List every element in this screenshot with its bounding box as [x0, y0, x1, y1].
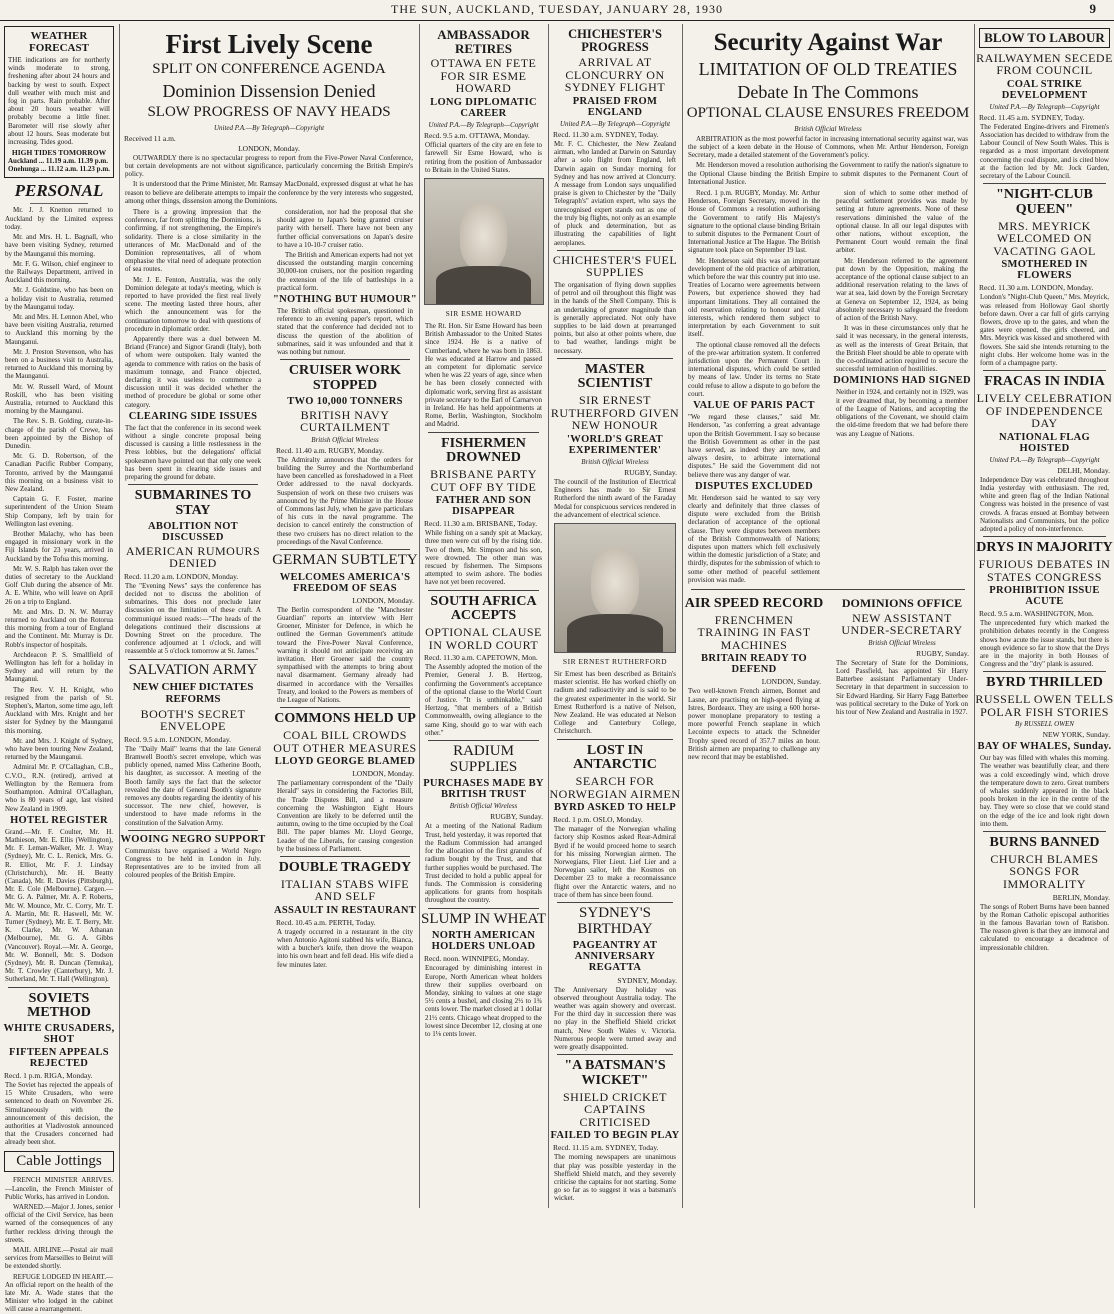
personal-heading: PERSONAL — [14, 180, 104, 200]
divider — [983, 183, 1106, 184]
divider — [428, 590, 539, 591]
personal-paragraph: Mr. and Mrs. H. Lennon Abel, who have been visiting Australia, returned to Auckland this morning by the Maunganui. — [5, 312, 113, 346]
double-heading: DOUBLE TRAGEDY — [278, 859, 412, 875]
master-byline: British Official Wireless — [581, 457, 649, 466]
burns-deck1: CHURCH BLAMES SONGS FOR IMMORALITY — [990, 851, 1099, 891]
soviets-heading: SOVIETS METHOD — [27, 990, 91, 1021]
submarines-text: The "Evening News" says the conference has decided not to discuss the abolition of submarines. This does not preclude later discussion on the limitation of these craft. A communiqué issued reads:—"The heads of the delegations continued their discussions at Downing Street on the procedure. The conference adjourned at 1 o'clock, and will reassemble at 5 o'clock tomorrow at St. James." — [125, 581, 261, 656]
ambassador-dateline: Recd. 9.5 a.m. OTTAWA, Monday. — [424, 131, 530, 141]
fishermen-deck2: FATHER AND SON DISAPPEAR — [435, 495, 532, 518]
security-lead — [688, 135, 968, 186]
portrait-coat — [436, 266, 530, 304]
divider — [557, 250, 673, 251]
ambassador-deck2: LONG DIPLOMATIC CAREER — [430, 97, 537, 120]
personal-paragraph: Mr. J. Goldstine, who has been on a holiday visit to Australia, returned by the Maunganui today. — [5, 286, 113, 311]
security-right — [831, 188, 973, 586]
chichester-text: Mr. F. C. Chichester, the New Zealand airman, who landed at Darwin on Saturday after a solo flight from England, left Darwin again on Sunday morning for Sydney and has now arrived at Cloncurry. A message from London says unqualified praise is given to Chichester by the "Daily Telegraph's" aviation expert, who says the unrecognised expert stands out as one of the truly big flights, not only as an example of pluck and determination, but as illustrating the capabilities of light aeroplanes. — [554, 140, 676, 247]
slump-headline: SLUMP IN WHEAT — [420, 910, 546, 927]
ambassador-text: Official quarters of the city are en fete to farewell Sir Esme Howard, who is retiring from the position of Ambassador to Britain in the United States. — [425, 141, 542, 174]
fuel-heading: CHICHESTER'S FUEL SUPPLIES — [552, 252, 678, 280]
master-headline: MASTER SCIENTIST — [577, 361, 653, 392]
dominions-signed-text: Neither in 1924, and certainly not in 1929, was it ever dreamed that, by becoming a member of the League of Nations, and accepting the obligations of the Covenant, we should claim the old-time freedom that we had before there was any League of Nations. — [836, 388, 968, 438]
lost-dateline: Recd. 1 p.m. OSLO, Monday. — [553, 815, 643, 825]
salvation-dateline: Recd. 9.5 a.m. LONDON, Monday. — [124, 734, 231, 744]
personal-paragraph: Mr. and Mrs. D. N. W. Murray returned to Auckland on the Rotorua this morning from a tour of England and the Continent. Mr. Murray is Dr. Robb's inspector of hospitals. — [5, 607, 113, 649]
first-scene-right — [272, 207, 418, 971]
value-text: "We regard these clauses," said Mr. Henderson, "as conferring a great advantage upon the British Government. I say so because the British Government as other in the past have served, as indeed they are now, and always desire, to arbitrate international disputes." He said the Government did not believe there was any danger of war. — [688, 413, 820, 479]
dominions-office-text: The Secretary of State for the Dominions, Lord Passfield, has appointed Sir Harry Batterbee assistant Parliamentary Under-Secretary in that department in succession to Sir Edward Harding. Sir Harry Fagg Batterbee was political secretary to the Duke of York on his tour of New Zealand and Australia in 1927. — [836, 658, 968, 716]
security-paragraph: ARBITRATION as the most powerful factor in increasing international security against war, was the subject of a keen debate in the House of Commons, when Mr. Arthur Henderson, Foreign Secretary, made a detailed statement of the Government's policy. — [688, 134, 968, 160]
security-paragraph: It was in these circumstances only that he said it was necessary, in the general interests, as well as the interests of Great Britain, that the British Fleet should be able to operate with the co-ordinated action required to secure the successful termination of hostilities. — [836, 324, 968, 374]
ambassador-byline: United P.A.—By Telegraph—Copyright — [428, 121, 539, 130]
fracas-byline: United P.A.—By Telegraph—Copyright — [989, 455, 1100, 464]
divider — [128, 484, 258, 485]
burns-text: The songs of Robert Burns have been banned by the Roman Catholic episcopal authorities in the famous Bavarian town of Ratisbon. The reason given is that they are immoral and calculated to encourage a decadence of impressionable children. — [980, 902, 1109, 952]
cable-paragraph: REFUGE LODGED IN HEART.—An official report on the health of the late Mr. A. Wade states that the Minister who lodged in the cabinet will cause a rearrangement. — [5, 1272, 113, 1314]
dominions-office-byline: British Official Wireless — [868, 638, 936, 647]
byrd-byline: By RUSSELL OWEN — [1015, 720, 1074, 729]
submarines-dateline: Recd. 11.20 a.m. LONDON, Monday. — [124, 571, 239, 581]
batsman-text: The morning newspapers are unanimous that play was possible yesterday in the Sheffield Shield match, and they severely criticise the captains for not starting. Some go so far as to suggest it was a batsman's wicket. — [554, 1153, 676, 1203]
portrait-coat — [567, 614, 663, 652]
divider — [983, 671, 1106, 672]
lost-deck1: SEARCH FOR NORWEGIAN AIRMEN — [549, 773, 681, 801]
lloyd-heading: LLOYD GEORGE BLAMED — [274, 756, 416, 768]
welcomes-heading: WELCOMES AMERICA'S FREEDOM OF SEAS — [279, 571, 411, 594]
column-6 — [975, 24, 1114, 1208]
burns-headline: BURNS BANNED — [989, 835, 1100, 851]
chichester-deck2: PRAISED FROM ENGLAND — [572, 96, 658, 119]
dominions-office-dateline: RUGBY, Sunday. — [916, 648, 969, 658]
american-heading: AMERICAN RUMOURS DENIED — [125, 543, 261, 571]
masthead-title: THE SUN, AUCKLAND, TUESDAY, JANUARY 28, 1930 — [390, 2, 724, 16]
assault-heading: ASSAULT IN RESTAURANT — [273, 904, 417, 916]
nightclub-headline: "NIGHT-CLUB QUEEN" — [996, 187, 1093, 217]
lower-right-columns — [683, 593, 973, 763]
esme-howard-photo — [424, 178, 544, 305]
first-scene-left — [120, 207, 266, 971]
fracas-headline: FRACAS IN INDIA — [984, 374, 1105, 390]
dominions-signed-heading: DOMINIONS HAD SIGNED — [833, 375, 971, 387]
tides-auckland: Auckland ... 11.19 a.m. 11.39 p.m. — [8, 157, 108, 166]
rutherford-photo — [554, 523, 676, 653]
nightclub-dateline: Recd. 11.30 a.m. LONDON, Monday. — [979, 283, 1094, 293]
weather-heading: WEATHER FORECAST — [29, 30, 89, 54]
personal-paragraph: Archdeacon P. S. Smallfield of Wellington has left for a holiday in Sydney and will return by the Maunganui. — [5, 650, 113, 684]
security-paragraph: Mr. Henderson referred to the agreement put down by the Opposition, making the acceptance of the optional clause subject to an additional reservation relating to the laws of war at sea, laid down by the Foreign Secretary at Geneva on September 12, 1924, as being absolutely necessary to safeguard the freedom of action of the British Navy. — [836, 256, 968, 323]
cable-heading: Cable Jottings — [4, 1151, 114, 1173]
first-scene-paragraph: The British and American experts had not yet discussed the outstanding margin concerning 30,000-ton cruisers, nor the position regarding the extension of the life of battleships in a practical form. — [277, 250, 413, 292]
radium-text: At a meeting of the National Radium Trust, held yesterday, it was reported that the Radium Commission had arranged for the allocation of the first granules of radium bought by the Trust, and that further supplies would be purchased. The Trust decided to hold a public appeal for funds. The Commission is considering applications for grants from hospitals throughout the country. — [425, 822, 542, 905]
cable-paragraph: WARNED.—Major J. Jones, senior official of the Civil Service, has been warned of the consequences of any further reckless driving through the streets. — [5, 1203, 113, 1244]
abolition-heading: ABOLITION NOT DISCUSSED — [148, 520, 238, 543]
divider — [428, 432, 539, 433]
salvation-text: The "Daily Mail" learns that the late General Bramwell Booth's secret envelope, which was publicly opened, named Miss Catherine Booth, his daughter, as successor. A meeting of the Booth family says the fact that the selector revealed the date of General Booth's signature removes any doubts regarding the identity of his successor. The new chief, however, is understood to have made reforms in the constitution of the Salvation Army. — [125, 744, 261, 827]
nightclub-text: London's "Night-Club Queen," Mrs. Meyrick, was released from Holloway Gaol shortly before dawn. Over a car full of girls carrying flowers, drove up to the gates, and when the gates were opened, the girls cheered, and Mrs. Meyrick was kissed and smothered with flowers. She said she intends returning to the night clubs. Her welcome home was in the form of a champagne party. — [980, 293, 1109, 368]
personal-paragraph: Mr. W. Russell Ward, of Mount Roskill, who has been visiting Australia, returned to Auckland this morning by the Maunganui. — [5, 382, 113, 416]
byrd-dateline: NEW YORK, Sunday. — [1042, 730, 1110, 740]
cruiser-text: The Admiralty announces that the orders for building the Surrey and the Northumberland have been cancelled as foreshadowed in a Fleet Order addressed to the naval dockyards. Suspension of work on these two cruisers was announced by the Prime Minister in the House of Commons last July, when he gave particulars of his cuts in the naval programme. The decision to cancel entirely the construction of these two cruisers has no direct relation to the proceedings of the Naval Conference. — [277, 455, 413, 546]
lost-text: The manager of the Norwegian whaling factory ship Kosmos asked Rear-Admiral Byrd if he would proceed home to search for his missing Norwegian airmen. The Norwegians, Flier Lieut. Lief Lier and a Norwegian sailor, left the Kosmos on December 23 to make a reconnaissance flight over the Antarctic waters, and no trace of them has since been found. — [554, 825, 676, 899]
ambassador-photo-text: The Rt. Hon. Sir Esme Howard has been British Ambassador to the United States since 1924. He is a native of Cumberland, where he was born in 1863. He was educated at Harrow and passed an competent for diplomatic service when he was 22 years of age, since when he has been closely connected with diplomatic work, serving first as assistant private secretary to the Earl of Carnarvon in Ireland. He has held appointments at Rome, Berlin, Washington, Stockholm and Madrid. — [425, 321, 542, 429]
personal-paragraph: Mr. F. G. Wilson, chief engineer to the Railways Department, arrived in Auckland this morning. — [5, 259, 113, 285]
first-scene-paragraph: OUTWARDLY there is no spectacular progress to report from the Five-Power Naval Conference, but certain developments are not without significance, particularly concerning the British Empire's policy. — [125, 153, 413, 179]
security-paragraph: Mr. Henderson said this was an important development of the old practice of arbitration, which before the war this country put into use. Treaties of Locarno were agreements between Powers, but experience showed they had important limitations. They all contained the old reservation relating to honour and vital interests, which rendered them subject to interpretation by each Government to suit itself. — [688, 256, 820, 339]
wooing-text: Communists have organised a World Negro Congress to be held in London in July. Representatives are to be invited from all coloured peoples of the British Empire. — [125, 846, 261, 880]
cable-paragraph: MAIL AIRLINE.—Postal air mail services from Marseilles to Beirut will be extended shortly. — [5, 1246, 113, 1271]
first-scene-headline: First Lively Scene — [165, 29, 373, 59]
security-paragraph: The optional clause removed all the defects of the pre-war arbitration system. It conferred jurisdiction upon the Permanent Court in international disputes, which could be settled by means of law. Under its terms no State could refuse to allow a dispute to go before the court. — [688, 340, 820, 398]
personal-paragraph: Brother Malachy, who has been engaged in missionary work in the Fiji Islands for 23 years, arrived in Auckland by the Tofua this morning. — [5, 530, 113, 563]
double-dateline: Recd. 10.45 a.m. PERTH, Today. — [276, 917, 376, 927]
personal-paragraph: The Rev. V. H. Knight, who resigned from the parish of St. Stephen's, Marton, some time ago, left Auckland with Mrs. Knight and her sister for Sydney by the Maunganui this morning. — [5, 685, 113, 735]
fishermen-text: While fishing on a sandy spit at Mackay, three men were cut off by the rising tide. Two of them, Mr. Simpson and his son, were drowned. The other man was rescued by fishermen. The Simpsons attempted to swim ashore. The bodies have not yet been recovered. — [425, 529, 542, 587]
blow-headline: BLOW TO LABOUR — [979, 28, 1110, 48]
portrait-face — [591, 547, 639, 617]
air-speed-headline: AIR SPEED RECORD — [684, 595, 824, 611]
security-left-body — [688, 189, 820, 398]
fracas-deck1: LIVELY CELEBRATION OF INDEPENDENCE DAY — [976, 390, 1113, 431]
ambassador-headline: AMBASSADOR RETIRES — [437, 27, 530, 56]
master-photo-text: Sir Ernest has been described as Britain's master scientist. He has worked chiefly on radium and radioactivity and is said to be the greatest experimenter in the world. Sir Ernest Rutherford is a native of Nelson, New Zealand. He was educated at Nelson College and Canterbury College, Christchurch. — [554, 669, 676, 736]
blow-dateline: Recd. 11.45 a.m. SYDNEY, Today. — [979, 112, 1085, 122]
chichester-dateline: Recd. 11.30 a.m. SYDNEY, Today. — [553, 130, 659, 140]
slump-text: Encouraged by diminishing interest in Europe, North American wheat holders threw their supplies overboard on Monday, sinking to values at one stage 5½ cents a bushel, and closing 2½ to 1¾ cents lower. The market closed at 1 dollar 21½ cents. Chicago wheat dropped to the lowest since December 12, closing at one to 1⅛ cents lower. — [425, 964, 542, 1038]
personal-paragraph: Admiral Mr. P. O'Callaghan, C.B., C.V.O., R.N. (retired), arrived at Wellington by the Remuera from Southampton. Admiral O'Callaghan, who is 80 years of age, last visited New Zealand in 1909. — [5, 763, 113, 813]
german-dateline: LONDON, Monday. — [352, 595, 414, 605]
column-3 — [420, 24, 547, 1208]
first-scene-deck2: Dominion Dissension Denied — [162, 81, 376, 102]
fishermen-deck1: BRISBANE PARTY CUT OFF BY TIDE — [430, 466, 537, 494]
coalbill-heading: COAL BILL CROWDS OUT OTHER MEASURES — [273, 727, 417, 755]
divider — [128, 659, 258, 660]
double-text: A tragedy occurred in a restaurant in the city when Antonio Agitoni stabbed his wife, Bianca, with a butcher's knife, then drove the weapon into his own heart and fell dead. His wife died a few minutes later. — [277, 927, 413, 969]
masthead — [0, 0, 1114, 21]
south-africa-headline: SOUTH AFRICA ACCEPTS — [430, 593, 537, 624]
german-heading: GERMAN SUBTLETY — [272, 552, 418, 569]
ambassador-caption: SIR ESME HOWARD — [445, 308, 522, 318]
chichester-byline: United P.A.—By Telegraph—Copyright — [559, 120, 671, 129]
first-scene-deck1: SPLIT ON CONFERENCE AGENDA — [152, 61, 386, 78]
ambassador-deck1: OTTAWA EN FETE FOR SIR ESME HOWARD — [430, 56, 537, 96]
soviets-sub1: WHITE CRUSADERS, SHOT — [3, 1022, 115, 1045]
dominions-office-headline: DOMINIONS OFFICE — [841, 595, 963, 610]
cruiser-byline: British Official Wireless — [311, 435, 379, 444]
first-scene-paragraph: Mr. J. E. Fenton, Australia, was the only Dominion delegate at today's meeting, which is reported to have provided the first real lively scene. The meeting lasted three hours, after which the announcement was for the continuation tomorrow to deal with questions of procedure in diplomatic order. — [125, 275, 261, 333]
security-headline: Security Against War — [713, 29, 943, 56]
personal-paragraph: Mr. G. D. Robertson, of the Canadian Pacific Rubber Company, Toronto, arrived by the Maunganui this morning on a business visit to New Zealand. — [5, 452, 113, 493]
air-speed-dateline: LONDON, Sunday. — [761, 677, 821, 687]
hotel-text: Grand.—Mr. F. Coulter, Mr. H. Mathieson, Mr. E. Ellis (Wellington), Mr. F. Leman-Walker, Mr. J. Wray (Sydney), Mr. C. L. Renick, Mrs. G. R. Elliot, Mr. F. J. Lindsay (Christchurch), Mr. H. Beatty (Canada), Mr. R. Davies (Pittsburgh), Mr. E. Cole (Melbourne). Cargen.—Mr. G. A. Palmer, Mr. A. P. Roberts, Mr. W. Mounce, Mr. C. Corry, Mr. T. A. Martin, Mr. R. Haswell, Mr. W. Turner (Sydney), Mr. E. T. Berry, Mr. K. Clarke, Mr. W. Athanan (Melbourne), Mr. G. A. Gibbs (Vancouver). Royal.—Mr. A. George, Mr. W. Bonnell, Mr. S. Dodson (Sydney), Mr. R. Duncan (Temuka), Mr. T. Crowley (Canterbury), Mr. J. Sutherland, Mr. T. Hall (Wellington). — [5, 827, 113, 984]
drys-headline: DRYS IN MAJORITY — [976, 540, 1113, 556]
divider — [30, 203, 88, 204]
weather-text: THE indications are for northerly winds moderate to strong, freshening after about 24 hours and backing by west to south. Expect dull weather with much mist and fog in parts. Rain probable. After about 20 hours weather will probably become a little finer. Barometer will rise slowly after about 12 hours. Seas moderate but increasing. Tides good. — [8, 56, 110, 147]
divider — [428, 740, 539, 741]
first-scene-left-body — [125, 208, 261, 409]
italian-heading: ITALIAN STABS WIFE AND SELF — [280, 876, 410, 904]
drys-text: The unprecedented fury which marked the prohibition debates recently in the Congress shows how acute the issue stands, but there is enough evidence so far to show that the Drys are in the majority in both Houses of Congress and the "dry" plank is assured. — [980, 619, 1109, 669]
twoten-heading: TWO 10,000 TONNERS — [287, 395, 403, 407]
soviets-text: The Soviet has rejected the appeals of 15 White Crusaders, who were sentenced to death on November 26. Simultaneously with the announcement of this decision, the authorities at Vladivostok announced that the Crusaders concerned had already been shot. — [5, 1081, 113, 1147]
weather-forecast — [4, 26, 114, 178]
excluded-heading: DISPUTES EXCLUDED — [694, 480, 813, 492]
sydney-bday-deck1: PAGEANTRY AT ANNIVERSARY REGATTA — [572, 940, 658, 974]
slump-dateline: Recd. noon. WINNIPEG, Monday. — [424, 954, 529, 964]
divider — [128, 830, 258, 831]
security-paragraph: Mr. Henderson moved a resolution authorising the Government to ratify the nation's signature to the Optional Clause binding the British Empire to submit disputes to the Permanent Court of International Justice. — [688, 161, 968, 186]
drys-dateline: Recd. 9.5 a.m. WASHINGTON, Mon. — [979, 609, 1094, 619]
salvation-heading: SALVATION ARMY — [128, 661, 258, 678]
column-5 — [683, 24, 973, 1208]
divider — [691, 589, 965, 590]
hotel-heading: HOTEL REGISTER — [10, 814, 108, 826]
personal-body — [5, 206, 113, 812]
fracas-deck2: NATIONAL FLAG HOISTED — [999, 431, 1090, 454]
divider — [557, 902, 673, 903]
divider — [280, 856, 410, 857]
clearing-heading: CLEARING SIDE ISSUES — [128, 410, 258, 422]
column-4 — [549, 24, 681, 1208]
security-columns — [683, 188, 973, 586]
personal-paragraph: Mr. and Mrs. H. L. Bagnall, who have been visiting Sydney, returned by the Maunganui this morning. — [5, 233, 113, 258]
blow-deck2: COAL STRIKE DEVELOPMENT — [1001, 78, 1088, 101]
divider — [983, 831, 1106, 832]
fracas-text: Independence Day was celebrated throughout India yesterday with enthusiasm. The red, white and green flag of the Indian National Congress was hoisted in the presence of vast crowds. A fracas ensued at Bombay between Nationalists and Communists, but the police adopted a policy of non-interference. — [980, 475, 1109, 534]
german-text: The Berlin correspondent of the "Manchester Guardian" reports an interview with Herr Groener, Minister for Defence, in which he outlined the German Government's attitude toward the Five-Power Naval Conference, warning it should not anticipate receiving an invitation. Herr Groener said the country sympathised with the attempts to bring about naval disarmament. Germany already had disarmed in accordance with the Versailles Treaty, and looked to the Powers as members of the League of Nations. — [277, 605, 413, 705]
submarines-heading: SUBMARINES TO STAY — [134, 488, 252, 518]
divider — [557, 739, 673, 740]
master-caption: SIR ERNEST RUTHERFORD — [562, 656, 668, 666]
commons-text: The parliamentary correspondent of the "Daily Herald" says in considering the Factories Bill, the Trade Disputes Bill, and a measure concerning the Washington Eight Hours Convention are likely to be deferred until the autumn, owing to the time occupied by the Coal Bill. The paper blames Mr. Lloyd George, Leader of the Liberals, for causing congestion by the business of Parliament. — [277, 779, 413, 853]
byrd-headline: BYRD THRILLED — [986, 675, 1103, 691]
divider — [280, 359, 410, 360]
air-speed-deck2: BRITAIN READY TO DEFEND — [701, 653, 807, 676]
blow-text: The Federated Engine-drivers and Firemen's Association has decided to withdraw from the Labour Council of New South Wales. This is regarded as a most important development concerning the coal dispute, and is cited blow at the faction led by Mr. Jock Garden, secretary of the Labour Council. — [980, 122, 1109, 181]
sydney-bday-dateline: SYDNEY, Monday. — [617, 975, 677, 985]
cruiser-dateline: Recd. 11.40 a.m. RUGBY, Monday. — [276, 445, 384, 455]
newchief-heading: NEW CHIEF DICTATES REFORMS — [132, 681, 254, 705]
cruiser-heading: CRUISER WORK STOPPED — [288, 363, 402, 393]
fishermen-headline: FISHERMEN DROWNED — [441, 435, 526, 466]
batsman-dateline: Recd. 11.15 a.m. SYDNEY, Today. — [553, 1143, 659, 1153]
personal-paragraph: Mr. J. Preston Stevenson, who has been on a business visit to Australia, returned to Auckland this morning by the Maunganui. — [5, 347, 113, 381]
soviets-dateline: Recd. 1 p.m. RIGA, Monday. — [4, 1071, 93, 1081]
master-deck2: 'WORLD'S GREAT EXPERIMENTER' — [567, 433, 663, 456]
value-heading: VALUE OF PARIS PACT — [693, 400, 815, 412]
first-scene-received: Received 11 a.m. — [124, 133, 176, 143]
first-scene-paragraph: It is understood that the Prime Minister, Mr. Ramsay MacDonald, expressed disgust at what he has reason to believe are deliberate attempts to impair the conference by the very interests who suggested, among other things, dissension among the Dominions. — [125, 180, 413, 205]
first-scene-byline: United P.A.—By Telegraph—Copyright — [213, 123, 325, 132]
lost-deck2: BYRD ASKED TO HELP — [553, 802, 676, 814]
page-number: 9 — [1089, 1, 1096, 16]
divider — [983, 536, 1106, 537]
radium-deck1: PURCHASES MADE BY BRITISH TRUST — [423, 778, 544, 801]
batsman-deck1: SHIELD CRICKET CAPTAINS CRITICISED — [563, 1089, 667, 1129]
divider — [280, 707, 410, 708]
security-paragraph: Recd. 1 p.m. RUGBY, Monday. Mr. Arthur Henderson, Foreign Secretary, moved in the House of Commons a resolution authorising the Government to ratify His Majesty's signature to the optional clause binding Britain to submit disputes to the Permanent Court of International Justice at The Hague. The British signature took place on September 19 last. — [688, 189, 820, 255]
security-byline: British Official Wireless — [794, 124, 862, 133]
south-africa-text: The Assembly adopted the motion of the Premier, General J. B. Hertzog, confirming the Government's acceptance of the optional clause to the World Court of Justice. "It is unthinkable," said Hertzog, "that members of a British Commonwealth, owing allegiance to the same King, should go to war with each other." — [425, 663, 542, 737]
personal-paragraph: Mr. and Mrs. J. Knight of Sydney, who have been touring New Zealand, returned by the Maunganui. — [5, 736, 113, 762]
tides-heading: HIGH TIDES TOMORROW — [11, 148, 107, 158]
first-scene-dateline: LONDON, Monday. — [238, 143, 300, 153]
soviets-sub2: FIFTEEN APPEALS REJECTED — [9, 1046, 109, 1069]
first-scene-paragraph: There is a growing impression that the conference, far from splitting the Dominions, is confirming, if not strengthening, the Empire's solidarity. There is a close similarity in the utterances of Mr. MacDonald and of the Dominion representatives, all of whom emphasise the vital need of adequate protection of sea routes. — [125, 207, 261, 274]
booth-heading: BOOTH'S SECRET ENVELOPE — [140, 706, 246, 734]
blow-deck1: RAILWAYMEN SECEDE FROM COUNCIL — [976, 50, 1113, 78]
master-dateline: RUGBY, Sunday. — [624, 467, 677, 477]
first-scene-right-body — [277, 208, 413, 292]
nightclub-deck2: SMOTHERED IN FLOWERS — [1001, 259, 1088, 282]
byrd-bay: BAY OF WHALES, Sunday. — [977, 741, 1112, 753]
security-right-body — [836, 189, 968, 373]
drys-deck2: PROHIBITION ISSUE ACUTE — [989, 585, 1100, 608]
master-deck1: SIR ERNEST RUTHERFORD GIVEN NEW HONOUR — [550, 393, 680, 433]
lost-headline: LOST IN ANTARCTIC — [573, 742, 657, 773]
batsman-headline: "A BATSMAN'S WICKET" — [564, 1058, 666, 1088]
nothing-text: The British official spokesman, questioned in reference to an evening paper's report, which stated that the conference had decided not to discuss the question of the abolition of submarines, said it was unfounded and that it was nothing but rumour. — [277, 307, 413, 357]
first-scene-paragraph: consideration, nor had the proposal that she should agree to Japan's being granted cruiser parity with herself. There have not been any further official conversations on Japan's desire to have a 10-10-7 cruiser ratio. — [277, 207, 413, 249]
byrd-deck1: RUSSELL OWEN TELLS POLAR FISH STORIES — [975, 692, 1114, 719]
fracas-dateline: DELHI, Monday. — [1057, 465, 1110, 475]
portrait-face — [460, 201, 507, 270]
fuel-text: The organisation of flying down supplies of petrol and oil throughout this flight was in the hands of the Shell Company. This is an undertaking of greater magnitude than is generally appreciated. Not only have supplies to be laid down at prearranged points, but also at other points where, due to bad weather, landings might be necessary. — [554, 280, 676, 355]
drys-deck1: FURIOUS DEBATES IN STATES CONGRESS — [978, 556, 1111, 584]
first-scene-paragraph: Apparently there was a duel between M. Briand (France) and Signor Grandi (Italy), both of whom were outspoken. Italy wanted the agenda to commence with ratios on the basis of maximum tonnage, and France objected, declaring it was useless to commence a discussion until it was decided whether the method of procedure be global or some other category. — [125, 335, 261, 409]
curtail-heading: BRITISH NAVY CURTAILMENT — [300, 407, 390, 435]
nightclub-deck1: MRS. MEYRICK WELCOMED ON VACATING GAOL — [993, 218, 1096, 258]
air-speed-block — [683, 593, 825, 763]
cable-paragraph: FRENCH MINISTER ARRIVES.—Lancelin, the French Minister of Public Works, has arrived in London. — [5, 1176, 113, 1201]
first-scene-columns — [120, 207, 418, 971]
divider — [557, 358, 673, 359]
air-speed-text: Two well-known French airmen, Bonnet and Lasne, are practising on high-speed flying at Istres, Bordeaux. They are using a 600 horse-power monoplane preparatory to testing a more powerful French seaplane in which Lecointe expects to attack the Schneider Trophy speed record of 357.7 miles an hour. British airmen are preparing to challenge any new record that may be established. — [688, 687, 820, 762]
tides-onehunga: Onehunga ... 11.12 a.m. 11.23 p.m. — [8, 165, 110, 174]
security-deck3: OPTIONAL CLAUSE ENSURES FREEDOM — [686, 105, 970, 122]
divider — [8, 987, 110, 988]
radium-headline: RADIUM SUPPLIES — [449, 742, 518, 775]
burns-dateline: BERLIN, Monday. — [1052, 892, 1110, 902]
divider — [428, 908, 539, 909]
personal-paragraph: The Rev. S. B. Golding, curate-in-charge of the parish of Crewe, has been appointed by the Bishop of Dunedin. — [5, 417, 113, 450]
commons-dateline: LONDON, Monday. — [352, 769, 414, 779]
divider — [983, 370, 1106, 371]
column-1 — [0, 24, 118, 1314]
first-scene-lead — [125, 154, 413, 205]
personal-paragraph: Mr. W. S. Ralph has taken over the duties of secretary to the Auckland Golf Club during the absence of Mr. A. E. White, who will leave on April 26 on a trip to England. — [5, 564, 113, 606]
column-2 — [120, 24, 418, 1208]
slump-deck1: NORTH AMERICAN HOLDERS UNLOAD — [431, 930, 536, 953]
dominions-office-deck1: NEW ASSISTANT UNDER-SECRETARY — [841, 610, 963, 638]
security-left — [683, 188, 825, 586]
byrd-text: Our bay was filled with whales this morning. The weather was beautifully clear, and there was a cold exceedingly wind, which drove the temperature down to zero. Great numbers of whales suddenly appeared in the black pools broken in the ice in the centre of the bay. They were so close that we could stand on the edge of the ice and look right down into them. — [980, 754, 1109, 828]
cable-body — [5, 1176, 113, 1313]
divider — [280, 549, 410, 550]
fishermen-dateline: Recd. 11.30 a.m. BRISBANE, Today. — [424, 519, 538, 529]
south-africa-deck1: OPTIONAL CLAUSE IN WORLD COURT — [425, 624, 542, 652]
chichester-headline: CHICHESTER'S PROGRESS — [568, 27, 662, 55]
clearing-text: The fact that the conference in its second week without a single concrete proposal being discussed is causing a little restlessness in the Press lobbies, but the delegations' official spokesmen have pointed out that only one week has been spent in clearing side issues and preparing the ground for debate. — [125, 423, 261, 482]
chichester-deck1: ARRIVAL AT CLONCURRY ON SYDNEY FLIGHT — [564, 55, 666, 95]
security-deck1: LIMITATION OF OLD TREATIES — [698, 59, 958, 80]
batsman-deck2: FAILED TO BEGIN PLAY — [550, 1130, 680, 1142]
radium-byline: British Official Wireless — [449, 802, 518, 811]
air-speed-deck1: FRENCHMEN TRAINING IN FAST MACHINES — [697, 612, 811, 652]
south-africa-dateline: Recd. 11.30 a.m. CAPETOWN, Mon. — [424, 653, 538, 663]
excluded-text: Mr. Henderson said he wanted to say very clearly and definitely that three classes of dispute were excluded from the British declaration of acceptance of the optional clause. They were disputes between members of the British Commonwealth of Nations; disputes upon matters which fell exclusively within the domestic jurisdiction of a State; and thirdly, disputes for the submission of which to some other method of peaceful settlement provision was made. — [688, 493, 820, 584]
personal-paragraph: Mr. J. J. Knetton returned to Auckland by the Limited express today. — [5, 206, 113, 231]
dominions-office-block — [831, 593, 973, 763]
nothing-heading: "NOTHING BUT HUMOUR" — [272, 293, 418, 305]
divider — [557, 1054, 673, 1055]
personal-paragraph: Captain G. F. Foster, marine superintendent of the Union Steam Ship Company, left by train for Wellington last evening. — [5, 495, 113, 528]
blow-byline: United P.A.—By Telegraph—Copyright — [989, 102, 1100, 111]
security-paragraph: sion of which to some other method of peaceful settlement provides was made by setting at future agreements. None of these reservations diminished the value of the optional clause. In all our legal disputes with other nations, without exception, the Permanent Court would remain the final arbiter. — [836, 189, 968, 255]
first-scene-deck3: SLOW PROGRESS OF NAVY HEADS — [147, 103, 391, 120]
sydney-bday-text: The Anniversary Day holiday was observed throughout Australia today. The weather was again showery and overcast. For the third day in succession there was no play in the Sheffield Shield cricket match, New South Wales v. Victoria. Numerous people were turned away and were greatly disappointed. — [554, 985, 676, 1051]
sydney-bday-headline: SYDNEY'S BIRTHDAY — [577, 904, 653, 937]
wooing-heading: WOOING NEGRO SUPPORT — [120, 833, 266, 845]
master-text: The council of the Institution of Electrical Engineers has made to Sir Ernest Rutherford the ninth award of the Faraday Medal for conspicuous services rendered in the advancement of electrical science. — [554, 477, 676, 519]
security-deck2: Debate In The Commons — [737, 82, 919, 103]
commons-heading: COMMONS HELD UP — [274, 711, 416, 727]
radium-dateline: RUGBY, Sunday. — [490, 812, 543, 822]
